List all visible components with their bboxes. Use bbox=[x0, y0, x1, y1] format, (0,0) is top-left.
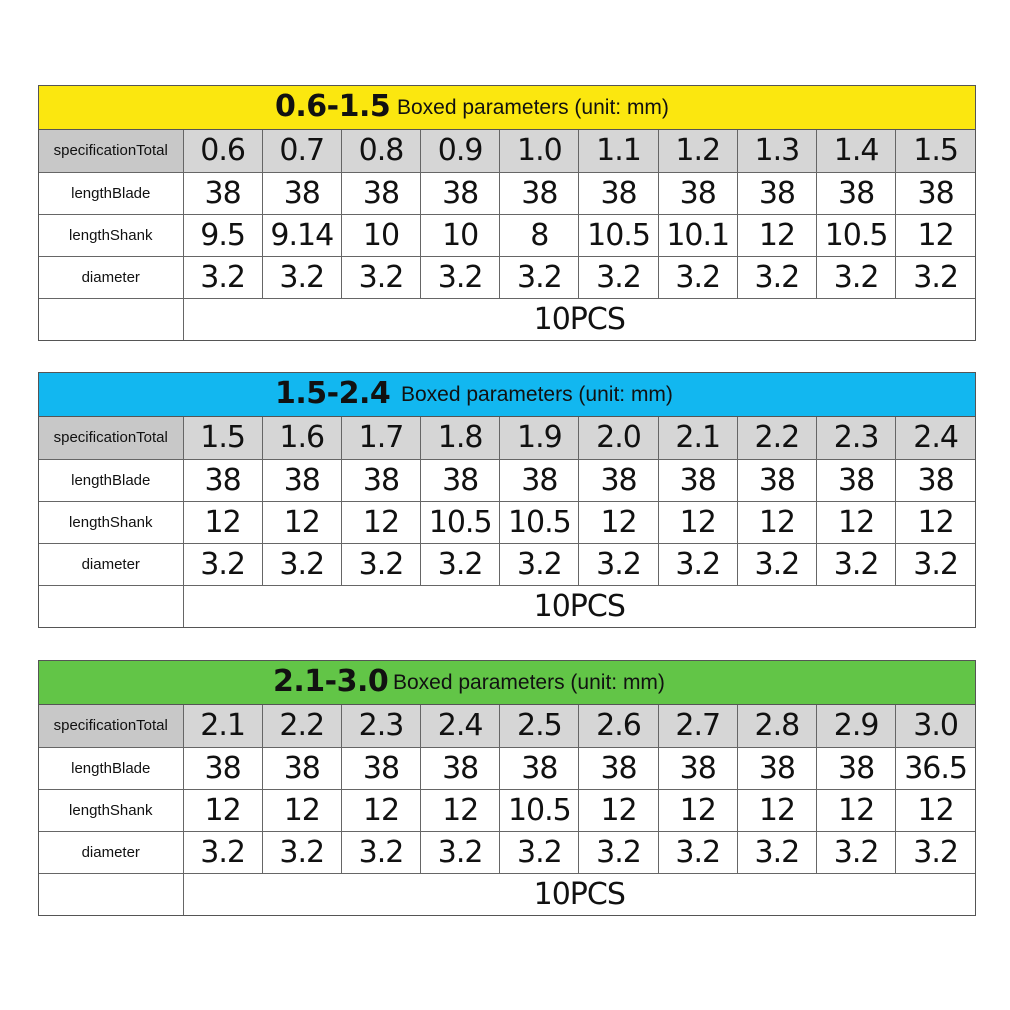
diameter-row bbox=[39, 256, 975, 298]
shank-length-row bbox=[39, 789, 975, 831]
table-cell: 38 bbox=[896, 459, 975, 501]
table-cell: 12 bbox=[262, 789, 341, 831]
blade-length-row bbox=[39, 747, 975, 789]
table-caption: Boxed parameters (unit: mm) bbox=[401, 383, 673, 406]
table-cell: 38 bbox=[896, 172, 975, 214]
table-cell: 3.2 bbox=[658, 256, 737, 298]
table-cell: 38 bbox=[500, 172, 579, 214]
table-cell: 12 bbox=[579, 501, 658, 543]
table-cell: 1.5 bbox=[896, 130, 975, 172]
table-cell: 12 bbox=[817, 501, 896, 543]
table-cell: 12 bbox=[658, 501, 737, 543]
table-cell: 12 bbox=[262, 501, 341, 543]
table-cell: 38 bbox=[341, 172, 420, 214]
quantity-cell: 10PCS bbox=[183, 298, 975, 340]
diameter-row bbox=[39, 831, 975, 873]
table-cell: 38 bbox=[817, 172, 896, 214]
table-cell: 3.2 bbox=[341, 543, 420, 585]
diameter-row bbox=[39, 543, 975, 585]
row-label: lengthShank bbox=[39, 789, 183, 831]
table-cell: 3.2 bbox=[579, 256, 658, 298]
parameter-table-2 bbox=[38, 372, 976, 628]
table-cell: 38 bbox=[658, 747, 737, 789]
table-cell: 3.2 bbox=[421, 256, 500, 298]
table-cell: 1.8 bbox=[421, 417, 500, 459]
row-label: specificationTotal bbox=[39, 705, 183, 747]
table-cell: 38 bbox=[658, 459, 737, 501]
table-cell: 3.2 bbox=[341, 831, 420, 873]
quantity-row bbox=[39, 873, 975, 915]
blank-cell bbox=[39, 298, 183, 340]
table-cell: 38 bbox=[421, 459, 500, 501]
table-cell: 12 bbox=[896, 214, 975, 256]
table-header-3 bbox=[39, 661, 975, 705]
table-cell: 38 bbox=[500, 747, 579, 789]
parameter-table-3 bbox=[38, 660, 976, 916]
table-cell: 3.0 bbox=[896, 705, 975, 747]
parameter-grid bbox=[39, 130, 975, 340]
spec-row bbox=[39, 417, 975, 459]
spec-row bbox=[39, 705, 975, 747]
table-cell: 1.7 bbox=[341, 417, 420, 459]
table-cell: 38 bbox=[579, 459, 658, 501]
table-cell: 3.2 bbox=[896, 543, 975, 585]
quantity-row bbox=[39, 298, 975, 340]
quantity-row bbox=[39, 585, 975, 627]
quantity-cell: 10PCS bbox=[183, 585, 975, 627]
table-cell: 1.4 bbox=[817, 130, 896, 172]
table-cell: 2.6 bbox=[579, 705, 658, 747]
table-cell: 10.5 bbox=[579, 214, 658, 256]
table-cell: 8 bbox=[500, 214, 579, 256]
table-cell: 12 bbox=[896, 501, 975, 543]
table-cell: 3.2 bbox=[658, 543, 737, 585]
parameter-grid bbox=[39, 417, 975, 627]
table-cell: 9.14 bbox=[262, 214, 341, 256]
table-cell: 3.2 bbox=[341, 256, 420, 298]
parameter-table-1 bbox=[38, 85, 976, 341]
table-cell: 38 bbox=[183, 172, 262, 214]
row-label: lengthShank bbox=[39, 214, 183, 256]
table-cell: 3.2 bbox=[500, 831, 579, 873]
table-cell: 38 bbox=[341, 747, 420, 789]
range-title: 0.6-1.5 bbox=[275, 89, 391, 124]
table-cell: 3.2 bbox=[262, 256, 341, 298]
table-cell: 3.2 bbox=[421, 543, 500, 585]
table-cell: 1.1 bbox=[579, 130, 658, 172]
table-cell: 0.9 bbox=[421, 130, 500, 172]
row-label: specificationTotal bbox=[39, 130, 183, 172]
row-label: specificationTotal bbox=[39, 417, 183, 459]
table-cell: 2.3 bbox=[341, 705, 420, 747]
table-cell: 38 bbox=[658, 172, 737, 214]
shank-length-row bbox=[39, 501, 975, 543]
table-cell: 9.5 bbox=[183, 214, 262, 256]
table-cell: 0.8 bbox=[341, 130, 420, 172]
table-cell: 12 bbox=[341, 501, 420, 543]
range-title: 2.1-3.0 bbox=[273, 664, 389, 699]
table-cell: 3.2 bbox=[500, 543, 579, 585]
table-cell: 38 bbox=[262, 747, 341, 789]
table-cell: 10 bbox=[341, 214, 420, 256]
table-cell: 3.2 bbox=[737, 543, 816, 585]
table-cell: 12 bbox=[817, 789, 896, 831]
table-cell: 12 bbox=[737, 214, 816, 256]
row-label: lengthBlade bbox=[39, 172, 183, 214]
table-cell: 2.7 bbox=[658, 705, 737, 747]
table-cell: 12 bbox=[341, 789, 420, 831]
table-cell: 3.2 bbox=[817, 831, 896, 873]
table-cell: 38 bbox=[183, 459, 262, 501]
table-cell: 2.1 bbox=[183, 705, 262, 747]
table-cell: 3.2 bbox=[500, 256, 579, 298]
table-cell: 10.5 bbox=[500, 501, 579, 543]
table-cell: 3.2 bbox=[183, 256, 262, 298]
table-cell: 10.5 bbox=[421, 501, 500, 543]
table-cell: 1.2 bbox=[658, 130, 737, 172]
table-cell: 38 bbox=[421, 172, 500, 214]
table-cell: 2.3 bbox=[817, 417, 896, 459]
table-cell: 12 bbox=[737, 789, 816, 831]
blank-cell bbox=[39, 873, 183, 915]
table-cell: 12 bbox=[183, 501, 262, 543]
table-cell: 10.5 bbox=[817, 214, 896, 256]
table-cell: 2.4 bbox=[421, 705, 500, 747]
table-cell: 10.1 bbox=[658, 214, 737, 256]
blank-cell bbox=[39, 585, 183, 627]
row-label: diameter bbox=[39, 831, 183, 873]
table-cell: 3.2 bbox=[183, 543, 262, 585]
table-cell: 12 bbox=[896, 789, 975, 831]
table-cell: 12 bbox=[421, 789, 500, 831]
table-cell: 1.6 bbox=[262, 417, 341, 459]
table-cell: 1.5 bbox=[183, 417, 262, 459]
table-cell: 3.2 bbox=[579, 543, 658, 585]
table-cell: 3.2 bbox=[262, 543, 341, 585]
row-label: lengthBlade bbox=[39, 459, 183, 501]
table-cell: 3.2 bbox=[658, 831, 737, 873]
table-cell: 1.0 bbox=[500, 130, 579, 172]
table-cell: 38 bbox=[579, 172, 658, 214]
row-label: diameter bbox=[39, 543, 183, 585]
table-cell: 38 bbox=[500, 459, 579, 501]
range-title: 1.5-2.4 bbox=[275, 376, 391, 411]
table-header-1 bbox=[39, 86, 975, 130]
spec-row bbox=[39, 130, 975, 172]
table-cell: 3.2 bbox=[896, 256, 975, 298]
table-cell: 2.8 bbox=[737, 705, 816, 747]
table-cell: 12 bbox=[737, 501, 816, 543]
table-cell: 38 bbox=[262, 172, 341, 214]
table-cell: 2.2 bbox=[737, 417, 816, 459]
table-cell: 2.5 bbox=[500, 705, 579, 747]
table-cell: 2.9 bbox=[817, 705, 896, 747]
table-cell: 3.2 bbox=[737, 831, 816, 873]
blade-length-row bbox=[39, 459, 975, 501]
table-cell: 2.1 bbox=[658, 417, 737, 459]
table-cell: 3.2 bbox=[579, 831, 658, 873]
quantity-cell: 10PCS bbox=[183, 873, 975, 915]
table-cell: 38 bbox=[262, 459, 341, 501]
row-label: lengthShank bbox=[39, 501, 183, 543]
table-cell: 12 bbox=[658, 789, 737, 831]
table-cell: 10 bbox=[421, 214, 500, 256]
table-cell: 0.7 bbox=[262, 130, 341, 172]
table-cell: 3.2 bbox=[421, 831, 500, 873]
table-header-2 bbox=[39, 373, 975, 417]
table-cell: 3.2 bbox=[183, 831, 262, 873]
table-cell: 38 bbox=[817, 747, 896, 789]
table-cell: 38 bbox=[817, 459, 896, 501]
parameter-grid bbox=[39, 705, 975, 915]
table-cell: 12 bbox=[183, 789, 262, 831]
table-caption: Boxed parameters (unit: mm) bbox=[397, 96, 669, 119]
table-cell: 38 bbox=[737, 459, 816, 501]
table-cell: 3.2 bbox=[262, 831, 341, 873]
table-cell: 12 bbox=[579, 789, 658, 831]
table-cell: 38 bbox=[183, 747, 262, 789]
row-label: lengthBlade bbox=[39, 747, 183, 789]
table-cell: 10.5 bbox=[500, 789, 579, 831]
table-cell: 38 bbox=[579, 747, 658, 789]
shank-length-row bbox=[39, 214, 975, 256]
blade-length-row bbox=[39, 172, 975, 214]
table-cell: 2.0 bbox=[579, 417, 658, 459]
table-cell: 3.2 bbox=[817, 543, 896, 585]
table-cell: 38 bbox=[737, 172, 816, 214]
table-cell: 1.3 bbox=[737, 130, 816, 172]
table-cell: 3.2 bbox=[896, 831, 975, 873]
table-cell: 3.2 bbox=[817, 256, 896, 298]
row-label: diameter bbox=[39, 256, 183, 298]
table-cell: 2.4 bbox=[896, 417, 975, 459]
table-cell: 3.2 bbox=[737, 256, 816, 298]
table-cell: 0.6 bbox=[183, 130, 262, 172]
table-cell: 38 bbox=[421, 747, 500, 789]
table-cell: 38 bbox=[737, 747, 816, 789]
table-caption: Boxed parameters (unit: mm) bbox=[393, 671, 665, 694]
table-cell: 36.5 bbox=[896, 747, 975, 789]
table-cell: 38 bbox=[341, 459, 420, 501]
table-cell: 1.9 bbox=[500, 417, 579, 459]
table-cell: 2.2 bbox=[262, 705, 341, 747]
